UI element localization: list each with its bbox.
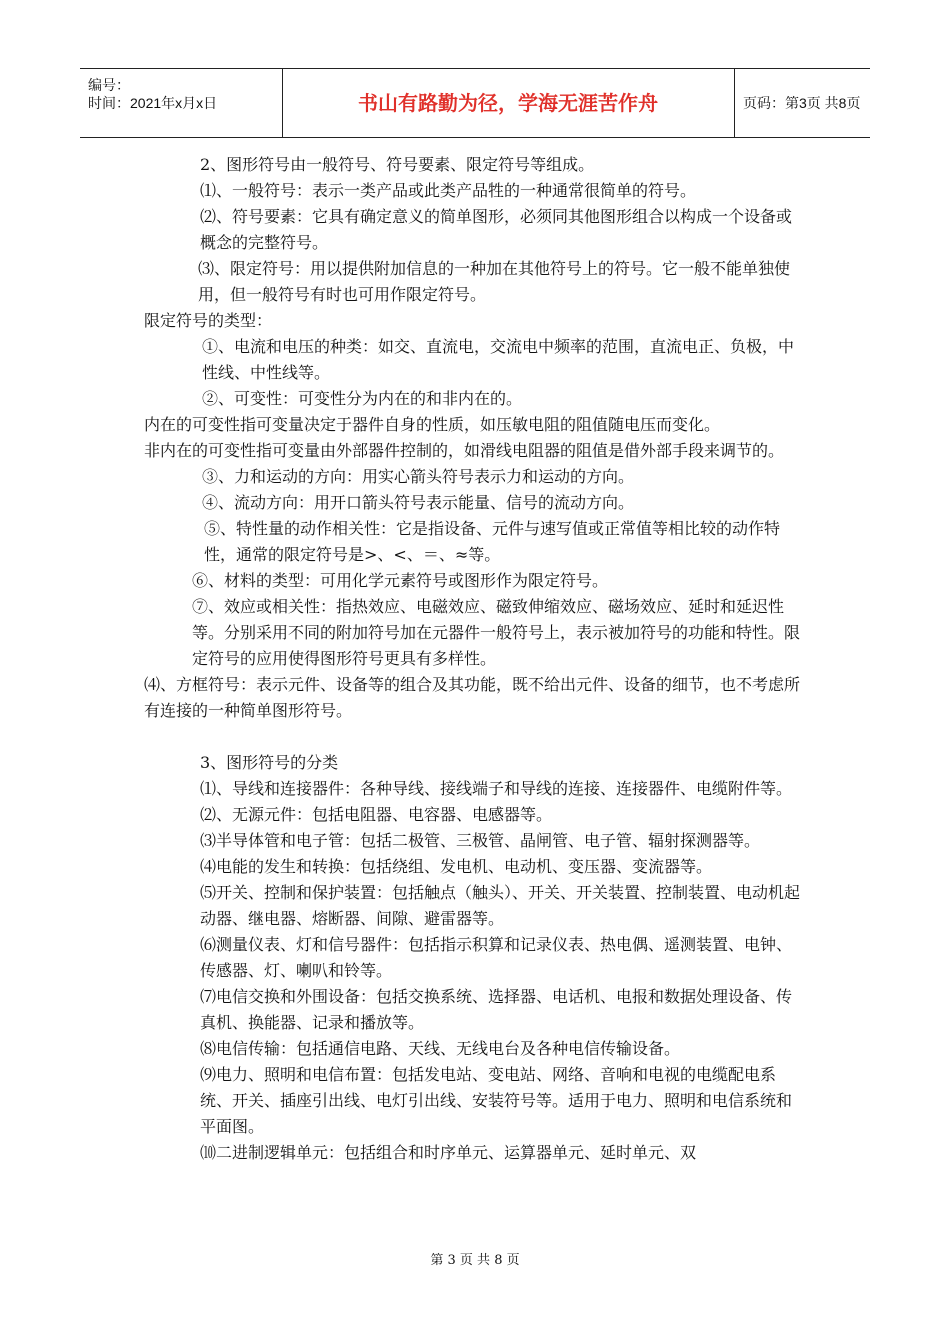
header-motto: 书山有路勤为径，学海无涯苦作舟 [358, 91, 658, 115]
paragraph: 非内在的可变性指可变量由外部器件控制的，如滑线电阻器的阻值是借外部手段来调节的。 [144, 441, 785, 460]
paragraph: ③、力和运动的方向：用实心箭头符号表示力和运动的方向。 [202, 467, 635, 486]
paragraph: ④、流动方向：用开口箭头符号表示能量、信号的流动方向。 [202, 493, 635, 512]
paragraph: ⑼电力、照明和电信布置：包括发电站、变电站、网络、音响和电视的电缆配电系统、开关、插座引出线、电灯引出线、安装符号等。适用于电力、照明和电信系统和平面图。 [200, 1065, 793, 1136]
paragraph: 内在的可变性指可变量决定于器件自身的性质，如压敏电阻的阻值随电压而变化。 [144, 415, 721, 434]
section-heading: 3、图形符号的分类 [200, 753, 339, 772]
document-date: 时间：2021年x月x日 [88, 95, 218, 111]
paragraph: ⑻电信传输：包括通信电路、天线、无线电台及各种电信传输设备。 [200, 1039, 681, 1058]
header-divider-right [734, 69, 735, 137]
paragraph: ⑴、一般符号：表示一类产品或此类产品牲的一种通常很简单的符号。 [200, 181, 697, 200]
paragraph: ⑹测量仪表、灯和信号器件：包括指示积算和记录仪表、热电偶、遥测装置、电钟、传感器、灯、喇叭和铃等。 [200, 935, 793, 980]
paragraph: ⑷、方框符号：表示元件、设备等的组合及其功能，既不给出元件、设备的细节，也不考虑所有连接的一种简单图形符号。 [144, 675, 801, 720]
paragraph: ⑴、导线和连接器件：各种导线、接线端子和导线的连接、连接器件、电缆附件等。 [200, 779, 793, 798]
paragraph: ⑸开关、控制和保护装置：包括触点（触头）、开关、开关装置、控制装置、电动机起动器、继电器、熔断器、间隙、避雷器等。 [200, 883, 801, 928]
paragraph: ①、电流和电压的种类：如交、直流电，交流电中频率的范围，直流电正、负极，中性线、中性线等。 [202, 337, 795, 382]
paragraph: ⑦、效应或相关性：指热效应、电磁效应、磁致伸缩效应、磁场效应、延时和延迟性等。分别采用不同的附加符号加在元器件一般符号上，表示被加符号的功能和特性。限定符号的应用使得图形符号更具有多样性。 [192, 597, 801, 668]
paragraph: ⑺电信交换和外围设备：包括交换系统、选择器、电话机、电报和数据处理设备、传真机、换能器、记录和播放等。 [200, 987, 793, 1032]
section-gap [144, 724, 804, 750]
paragraph: ⑤、特性量的动作相关性：它是指设备、元件与速写值或正常值等相比较的动作特性，通常的限定符号是>、<、＝、≈等。 [204, 519, 781, 564]
paragraph: ⑥、材料的类型：可用化学元素符号或图形作为限定符号。 [192, 571, 609, 590]
page-footer: 第 3 页 共 8 页 [430, 1253, 520, 1268]
paragraph: 2、图形符号由一般符号、符号要素、限定符号等组成。 [200, 155, 595, 174]
paragraph: ⑽二进制逻辑单元：包括组合和时序单元、运算器单元、延时单元、双 [200, 1143, 697, 1162]
document-number-label: 编号： [88, 77, 130, 93]
paragraph: ⑶、限定符号：用以提供附加信息的一种加在其他符号上的符号。它一般不能单独使用，但一般符号有时也可用作限定符号。 [198, 259, 791, 304]
header-info-cell [80, 69, 282, 137]
header-page-code: 页码：第3页 共8页 [743, 95, 861, 111]
paragraph: ②、可变性：可变性分为内在的和非内在的。 [202, 389, 523, 408]
document-header [80, 68, 870, 138]
paragraph: ⑵、无源元件：包括电阻器、电容器、电感器等。 [200, 805, 553, 824]
paragraph: ⑶半导体管和电子管：包括二极管、三极管、晶闸管、电子管、辐射探测器等。 [200, 831, 761, 850]
paragraph: ⑵、符号要素：它具有确定意义的简单图形，必须同其他图形组合以构成一个设备或概念的完整符号。 [200, 207, 793, 252]
paragraph: ⑷电能的发生和转换：包括绕组、发电机、电动机、变压器、变流器等。 [200, 857, 713, 876]
document-body [144, 152, 804, 1166]
paragraph: 限定符号的类型： [144, 311, 273, 330]
